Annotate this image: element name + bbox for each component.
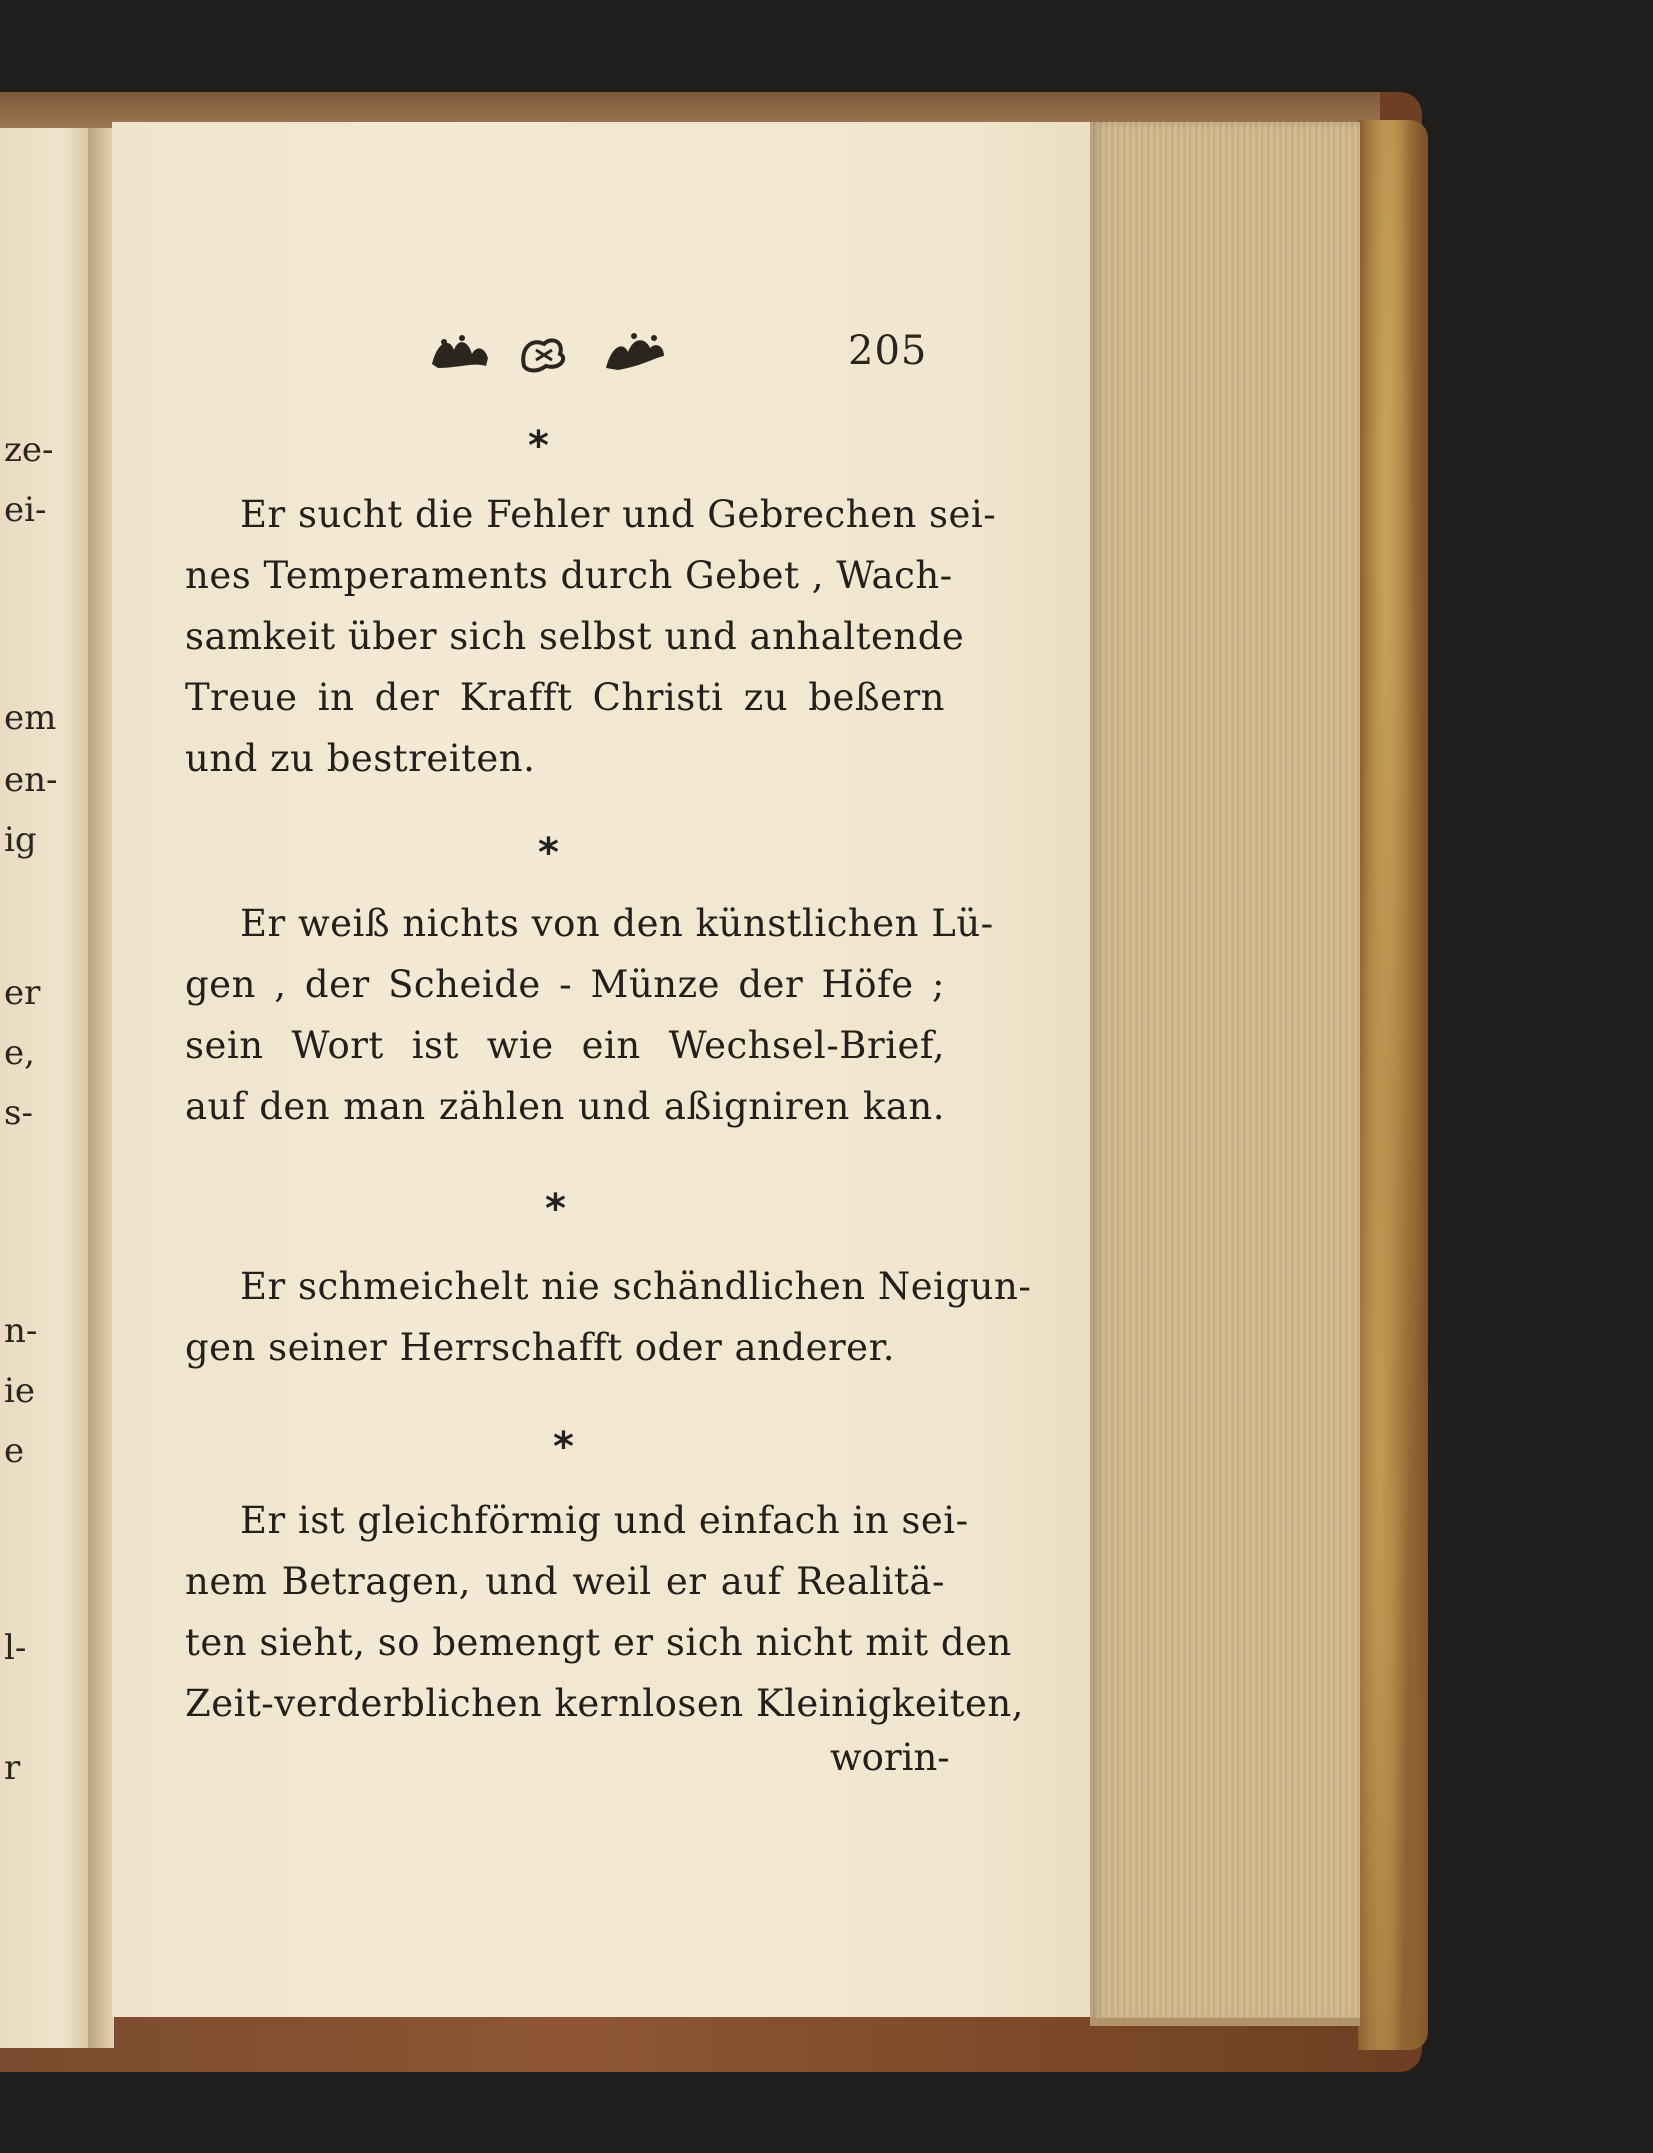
left-page-fragment: n- — [4, 1311, 38, 1351]
ornament-vignette — [428, 328, 668, 378]
section-asterisk: * — [553, 1424, 574, 1470]
text-line: Er ist gleichförmig und einfach in sei- — [240, 1499, 969, 1542]
text-line: nem Betragen, und weil er auf Realitä- — [185, 1560, 945, 1603]
text-line: ten sieht, so bemengt er sich nicht mit den — [185, 1621, 1012, 1664]
page-number: 205 — [848, 328, 928, 374]
left-page-fragment: e, — [4, 1033, 35, 1073]
book-gutter — [88, 128, 114, 2048]
section-asterisk: * — [538, 830, 559, 876]
previous-page-edge — [0, 128, 90, 2048]
text-line: Er sucht die Fehler und Gebrechen sei- — [240, 493, 997, 536]
left-page-fragment: r — [4, 1748, 21, 1788]
paragraph — [185, 1490, 1024, 1734]
text-line: sein Wort ist wie ein Wechsel-Brief, — [185, 1024, 945, 1067]
page-block-edge — [1090, 122, 1360, 2022]
left-page-fragment: er — [4, 973, 41, 1013]
left-page-fragment: s- — [4, 1093, 33, 1133]
text-line: Er schmeichelt nie schändlichen Neigun- — [240, 1265, 1032, 1308]
text-line: gen , der Scheide - Münze der Höfe ; — [185, 963, 945, 1006]
text-line: samkeit über sich selbst und anhaltende — [185, 615, 965, 658]
left-page-fragment: l- — [4, 1628, 27, 1668]
paragraph — [185, 893, 994, 1137]
left-page-fragment: en- — [4, 760, 58, 800]
left-page-fragment: ie — [4, 1371, 35, 1411]
text-line: Zeit-verderblichen kernlosen Kleinigkeiten, — [185, 1682, 1024, 1725]
section-asterisk: * — [528, 423, 549, 469]
text-line: Er weiß nichts von den künstlichen Lü- — [240, 902, 994, 945]
marbled-cover-edge — [1358, 120, 1428, 2050]
page-block-bottom — [1090, 2018, 1360, 2026]
left-page-fragment: e — [4, 1431, 25, 1471]
paragraph — [185, 1256, 1032, 1378]
text-line: Treue in der Krafft Christi zu beßern — [185, 676, 945, 719]
left-page-fragment: em — [4, 698, 57, 738]
text-line: auf den man zählen und aßigniren kan. — [185, 1085, 945, 1128]
text-line: und zu bestreiten. — [185, 737, 536, 780]
left-page-fragment: ei- — [4, 490, 47, 530]
text-line: nes Temperaments durch Gebet , Wach- — [185, 554, 953, 597]
section-asterisk: * — [545, 1186, 566, 1232]
text-line: gen seiner Herrschafft oder anderer. — [185, 1326, 895, 1369]
paragraph — [185, 484, 997, 789]
catchword: worin- — [830, 1736, 950, 1779]
left-page-fragment: ze- — [4, 430, 54, 470]
left-page-fragment: ig — [4, 820, 37, 860]
